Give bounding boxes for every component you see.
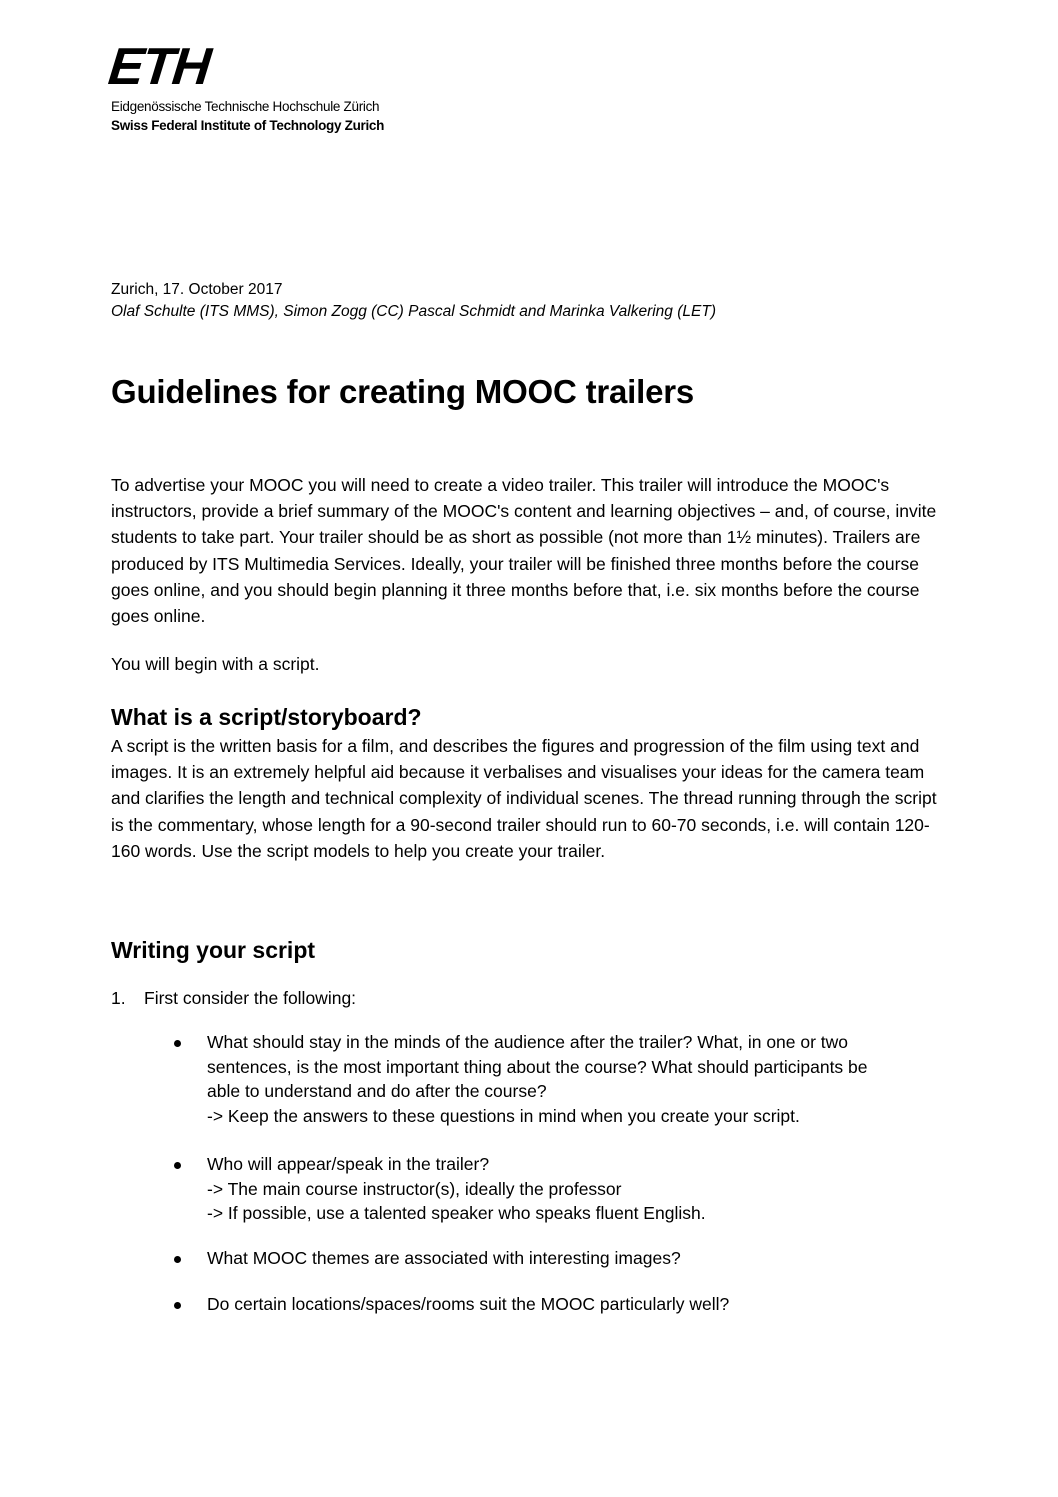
list-item bbox=[170, 1030, 960, 1128]
bullet-list-speakers bbox=[170, 1152, 960, 1226]
bullet-icon bbox=[174, 1040, 181, 1047]
bullet-line: -> The main course instructor(s), ideally the professor bbox=[207, 1178, 622, 1199]
bullet-list-audience bbox=[170, 1030, 960, 1128]
script-intro-line: You will begin with a script. bbox=[111, 654, 320, 674]
bullet-line: able to understand and do after the course? bbox=[207, 1081, 547, 1102]
bullet-line: -> If possible, use a talented speaker who speaks fluent English. bbox=[207, 1203, 706, 1224]
authors-line: Olaf Schulte (ITS MMS), Simon Zogg (CC) Pascal Schmidt and Marinka Valkering (LET) bbox=[111, 303, 716, 320]
document-meta bbox=[111, 279, 716, 323]
bullet-line: What MOOC themes are associated with interesting images? bbox=[207, 1248, 681, 1268]
institution-name-german: Eidgenössische Technische Hochschule Zürich bbox=[111, 99, 380, 114]
storyboard-paragraph: A script is the written basis for a film, and describes the figures and progression of the film using text and images. It is an extremely helpful aid because it verbalises and visualises your ideas for the camera team and clarifies the length and technical complexity of individual scenes. The thread running through the script is the commentary, whose length for a 90-second trailer should run to 60-70 seconds, i.e. will contain 120-160 words. Use the script models to help you create your trailer. bbox=[111, 736, 937, 861]
bullet-line: -> Keep the answers to these questions in mind when you create your script. bbox=[207, 1105, 800, 1126]
letterhead bbox=[105, 38, 385, 133]
numbered-step-1 bbox=[111, 985, 356, 1011]
bullet-list-themes bbox=[170, 1246, 960, 1271]
eth-logo: ETH bbox=[105, 38, 212, 96]
bullet-line: sentences, is the most important thing about the course? What should participants be bbox=[207, 1056, 868, 1077]
bullet-icon bbox=[174, 1256, 181, 1263]
bullet-line: Do certain locations/spaces/rooms suit the MOOC particularly well? bbox=[207, 1294, 730, 1314]
step-text: First consider the following: bbox=[144, 988, 357, 1008]
institution-name-english: Swiss Federal Institute of Technology Zurich bbox=[111, 118, 385, 133]
document-title: Guidelines for creating MOOC trailers bbox=[111, 373, 695, 410]
bullet-line: Who will appear/speak in the trailer? bbox=[207, 1154, 490, 1174]
list-item bbox=[170, 1246, 960, 1271]
bullet-icon bbox=[174, 1302, 181, 1309]
date-line: Zurich, 17. October 2017 bbox=[111, 281, 283, 298]
section-heading-writing: Writing your script bbox=[111, 937, 316, 963]
bullet-icon bbox=[174, 1162, 181, 1169]
section-heading-storyboard: What is a script/storyboard? bbox=[111, 704, 422, 730]
step-number: 1. bbox=[111, 988, 126, 1008]
bullet-list-locations bbox=[170, 1292, 960, 1317]
intro-paragraph: To advertise your MOOC you will need to create a video trailer. This trailer will introduce the MOOC's instructors, provide a brief summary of the MOOC's content and learning objectives – and, of course, invite students to take part. Your trailer should be as short as possible (not more than 1½ minutes). Trailers are produced by ITS Multimedia Services. Ideally, your trailer will be finished three months before the course goes online, and you should begin planning it three months before that, i.e. six months before the course goes online. bbox=[111, 475, 937, 627]
list-item bbox=[170, 1292, 960, 1317]
bullet-line: What should stay in the minds of the audience after the trailer? What, in one or two bbox=[207, 1032, 849, 1052]
list-item bbox=[170, 1152, 960, 1226]
